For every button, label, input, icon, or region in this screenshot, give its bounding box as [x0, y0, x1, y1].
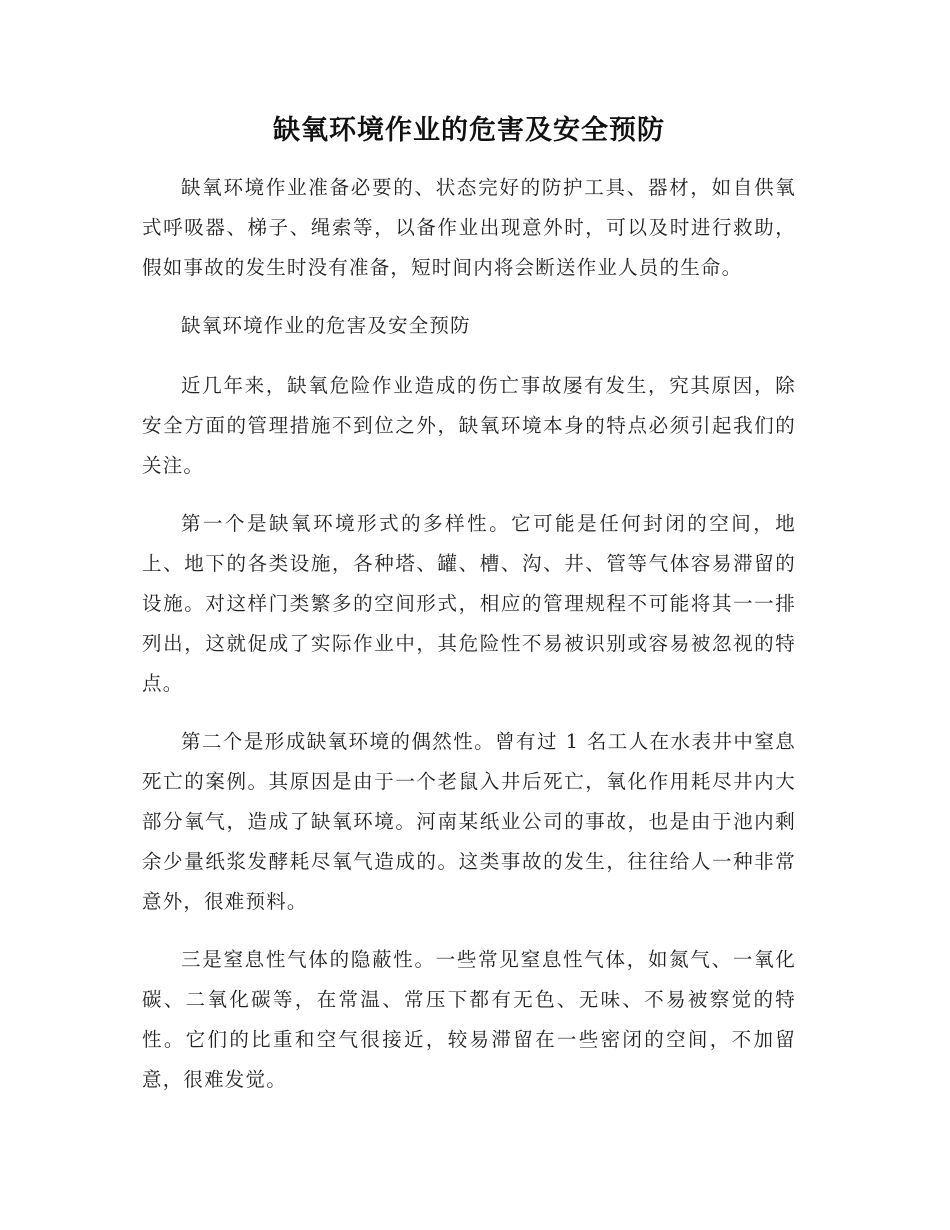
paragraph-equipment: 缺氧环境作业准备必要的、状态完好的防护工具、器材，如自供氧式呼吸器、梯子、绳索等，以备作业出现意外时，可以及时进行救助，假如事故的发生时没有准备，短时间内将会断送作业人员的生命。: [142, 176, 796, 279]
paragraph-subtitle: 缺氧环境作业的危害及安全预防: [181, 314, 471, 337]
paragraph-contingency: 第二个是形成缺氧环境的偶然性。曾有过 1 名工人在水表井中窒息死亡的案例。其原因是由于一个老鼠入井后死亡，氧化作用耗尽井内大部分氧气，造成了缺氧环境。河南某纸业公司的事故，也是由于池内剩余少量纸浆发酵耗尽氧气造成的。这类事故的发生，往往给人一种非常意外，很难预料。: [142, 730, 796, 913]
paragraph-intro: 近几年来，缺氧危险作业造成的伤亡事故屡有发生，究其原因，除安全方面的管理措施不到位之外，缺氧环境本身的特点必须引起我们的关注。: [142, 374, 796, 477]
document-title: 缺氧环境作业的危害及安全预防: [273, 115, 665, 146]
paragraph-diversity: 第一个是缺氧环境形式的多样性。它可能是任何封闭的空间，地上、地下的各类设施，各种塔、罐、槽、沟、井、管等气体容易滞留的设施。对这样门类繁多的空间形式，相应的管理规程不可能将其一一排列出，这就促成了实际作业中，其危险性不易被识别或容易被忽视的特点。: [142, 512, 796, 695]
paragraph-concealment: 三是窒息性气体的隐蔽性。一些常见窒息性气体，如氮气、一氧化碳、二氧化碳等，在常温、常压下都有无色、无味、不易被察觉的特性。它们的比重和空气很接近，较易滞留在一些密闭的空间，不加留意，很难发觉。: [142, 948, 796, 1091]
document-page: [142, 108, 796, 1118]
